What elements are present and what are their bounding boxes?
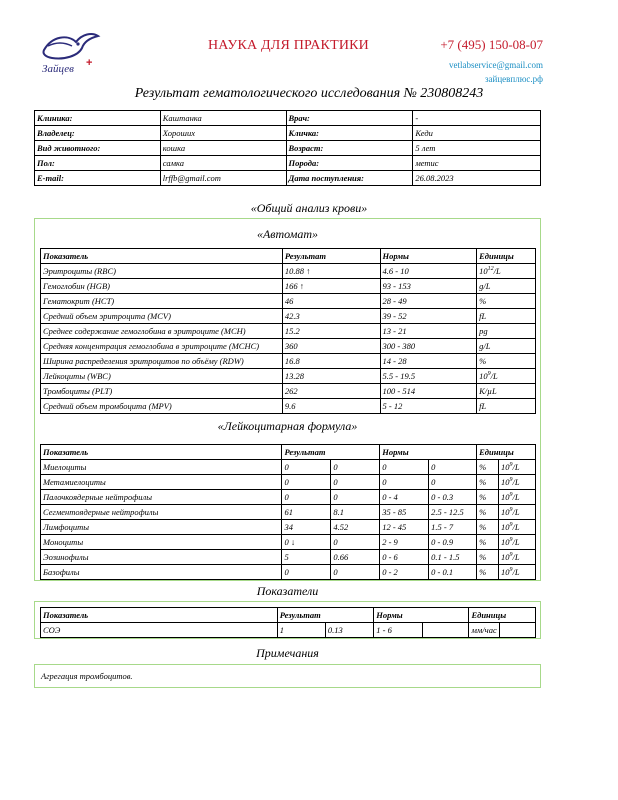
table-cell: Тромбоциты (PLT) [41,384,283,399]
table-cell: 28 - 49 [380,294,477,309]
table-row [41,505,536,520]
table-cell: K/µL [477,384,536,399]
table-cell: 5.5 - 19.5 [380,369,477,384]
info-row [35,156,541,171]
table-cell: 2 - 9 [380,535,429,550]
table-cell: Средняя концентрация гемоглобина в эритроците (MCHC) [41,339,283,354]
table-cell: 0 - 6 [380,550,429,565]
table-cell: Среднее содержание гемоглобина в эритроците (MCH) [41,324,283,339]
table-cell: 5 - 12 [380,399,477,414]
table-cell: 1 [277,623,325,638]
table-cell: $10^9/L$ [499,520,536,535]
column-header: Показатель [41,249,283,264]
leuko-title: «Лейкоцитарная формула» [217,419,358,433]
table-cell: 10.88 ↑ [282,264,380,279]
table-cell: % [477,475,499,490]
info-label: Владелец: [35,126,161,141]
table-row [41,339,536,354]
table-cell: 0 [331,475,380,490]
info-value: кошка [160,141,286,156]
table-cell: % [477,565,499,580]
info-label: Клиника: [35,111,161,126]
table-row [41,535,536,550]
table-row [41,369,536,384]
column-header: Результат [282,249,380,264]
notes-title: Примечания [256,646,319,660]
table-cell: 9.6 [282,399,380,414]
table-cell: 4.6 - 10 [380,264,477,279]
table-cell: 166 ↑ [282,279,380,294]
table-row [41,324,536,339]
table-cell: % [477,460,499,475]
column-header: Нормы [374,608,469,623]
info-row [35,171,541,186]
table-cell: Гематокрит (HCT) [41,294,283,309]
leuko-table [40,444,536,580]
table-row [41,294,536,309]
table-cell: 12 - 45 [380,520,429,535]
table-cell: 262 [282,384,380,399]
table-cell: 100 - 514 [380,384,477,399]
table-cell: 0 [331,490,380,505]
contacts [440,37,543,84]
table-cell: g/L [477,279,536,294]
info-value: Хороших [160,126,286,141]
table-cell: Ширина распределения эритроцитов по объёму (RDW) [41,354,283,369]
table-cell: 0.1 - 1.5 [429,550,477,565]
table-cell: 34 [282,520,331,535]
analysis-title: «Общий анализ крови» [250,201,368,215]
table-cell: 35 - 85 [380,505,429,520]
table-cell: % [477,490,499,505]
table-row [41,460,536,475]
column-header: Показатель [41,445,282,460]
info-value: 26.08.2023 [413,171,541,186]
table-cell: 0 [331,565,380,580]
table-cell: 5 [282,550,331,565]
table-cell: Палочкоядерные нейтрофилы [41,490,282,505]
info-row [35,141,541,156]
table-cell: 0 [282,460,331,475]
table-row [41,279,536,294]
column-header: Результат [277,608,374,623]
table-cell: 93 - 153 [380,279,477,294]
column-header: Нормы [380,445,477,460]
column-header: Единицы [477,249,536,264]
info-row [35,126,541,141]
phone: +7 (495) 150-08-07 [440,37,543,52]
table-cell: 0.66 [331,550,380,565]
table-row [41,399,536,414]
table-cell: 13.28 [282,369,380,384]
table-row [41,384,536,399]
automat-title: «Автомат» [256,227,319,241]
table-row [41,565,536,580]
indicators-title: Показатели [256,584,319,598]
info-value: метис [413,156,541,171]
info-label: Порода: [286,156,413,171]
table-cell: $10^9/L$ [499,565,536,580]
table-cell: % [477,535,499,550]
table-cell: Гемоглобин (HGB) [41,279,283,294]
column-header: Нормы [380,249,477,264]
table-cell: $10^9/L$ [499,535,536,550]
table-cell: 0 - 0.9 [429,535,477,550]
table-cell: 0 [429,475,477,490]
table-cell: 300 - 380 [380,339,477,354]
table-cell: $10^9/L$ [499,475,536,490]
table-cell: 4.52 [331,520,380,535]
table-cell: $10^9/L$ [499,505,536,520]
table-cell: 42.3 [282,309,380,324]
table-cell: Средний объем тромбоцита (MPV) [41,399,283,414]
info-label: E-mail: [35,171,161,186]
table-row [41,490,536,505]
indicators-table [40,607,536,638]
table-cell: 360 [282,339,380,354]
table-cell: 13 - 21 [380,324,477,339]
info-value: lrffb@gmail.com [160,171,286,186]
automat-table [40,248,536,414]
table-cell: 16.8 [282,354,380,369]
info-label: Врач: [286,111,413,126]
info-label: Дата поступления: [286,171,413,186]
patient-info-table [34,110,541,186]
table-cell: 0 [282,475,331,490]
table-cell: Моноциты [41,535,282,550]
column-header: Единицы [469,608,536,623]
info-value: Каштанка [160,111,286,126]
table-row [41,520,536,535]
info-value: - [413,111,541,126]
table-cell: СОЭ [41,623,278,638]
table-cell: 0 [380,460,429,475]
table-cell: fL [477,399,536,414]
table-cell: pg [477,324,536,339]
info-value: самка [160,156,286,171]
table-cell: 14 - 28 [380,354,477,369]
table-cell: 8.1 [331,505,380,520]
table-cell: $10^9/L$ [477,369,536,384]
table-cell: 0 [282,565,331,580]
table-cell: $10^9/L$ [499,550,536,565]
svg-text:+: + [86,57,93,69]
table-cell: 0 [331,460,380,475]
table-row [41,623,536,638]
table-cell: % [477,294,536,309]
table-cell: 39 - 52 [380,309,477,324]
table-cell: 0 - 0.1 [429,565,477,580]
table-cell [422,623,469,638]
table-cell: Эозинофилы [41,550,282,565]
table-cell: 0 - 4 [380,490,429,505]
table-cell: Базофилы [41,565,282,580]
table-cell: 0 [429,460,477,475]
email-link[interactable]: vetlabservice@gmail.com [448,60,543,70]
document-title: Результат гематологического исследования № 230808243 [134,86,484,101]
column-header: Единицы [477,445,536,460]
table-cell: Лимфоциты [41,520,282,535]
table-cell: Эритроциты (RBC) [41,264,283,279]
notes-box [34,664,541,688]
column-header: Показатель [41,608,278,623]
info-row [35,111,541,126]
table-cell: 1 - 6 [374,623,422,638]
table-cell: $10^9/L$ [499,490,536,505]
table-cell: 0 - 0.3 [429,490,477,505]
table-cell: Метамиелоциты [41,475,282,490]
table-row [41,550,536,565]
info-label: Вид животного: [35,141,161,156]
table-row [41,264,536,279]
info-value: Кеди [413,126,541,141]
notes-text: Агрегация тромбоцитов. [41,671,133,681]
table-cell: $10^{12}/L$ [477,264,536,279]
info-label: Пол: [35,156,161,171]
site-link[interactable]: зайцевплюс.рф [484,74,543,84]
table-row [41,475,536,490]
table-cell: 0 [331,535,380,550]
table-row [41,309,536,324]
info-value: 5 лет [413,141,541,156]
info-label: Возраст: [286,141,413,156]
info-label: Кличка: [286,126,413,141]
zaitsev-logo [34,28,104,78]
table-cell: мм/час [469,623,499,638]
table-cell: Средний объем эритроцита (MCV) [41,309,283,324]
table-cell: % [477,354,536,369]
table-cell: 1.5 - 7 [429,520,477,535]
table-row [41,354,536,369]
table-cell: 46 [282,294,380,309]
header-title: НАУКА ДЛЯ ПРАКТИКИ [208,38,369,53]
table-cell: Лейкоциты (WBC) [41,369,283,384]
table-cell: % [477,550,499,565]
table-cell [499,623,535,638]
table-cell: Миелоциты [41,460,282,475]
table-cell: 0 [380,475,429,490]
table-cell: 0 [282,490,331,505]
table-cell: % [477,505,499,520]
svg-text:Зайцев: Зайцев [42,63,74,75]
table-cell: g/L [477,339,536,354]
table-cell: 0 - 2 [380,565,429,580]
table-cell: 2.5 - 12.5 [429,505,477,520]
table-cell: % [477,520,499,535]
table-cell: 61 [282,505,331,520]
table-cell: $10^9/L$ [499,460,536,475]
table-cell: fL [477,309,536,324]
column-header: Результат [282,445,380,460]
table-cell: 15.2 [282,324,380,339]
table-cell: 0.13 [325,623,373,638]
table-cell: Сегментоядерные нейтрофилы [41,505,282,520]
table-cell: 0 ↓ [282,535,331,550]
